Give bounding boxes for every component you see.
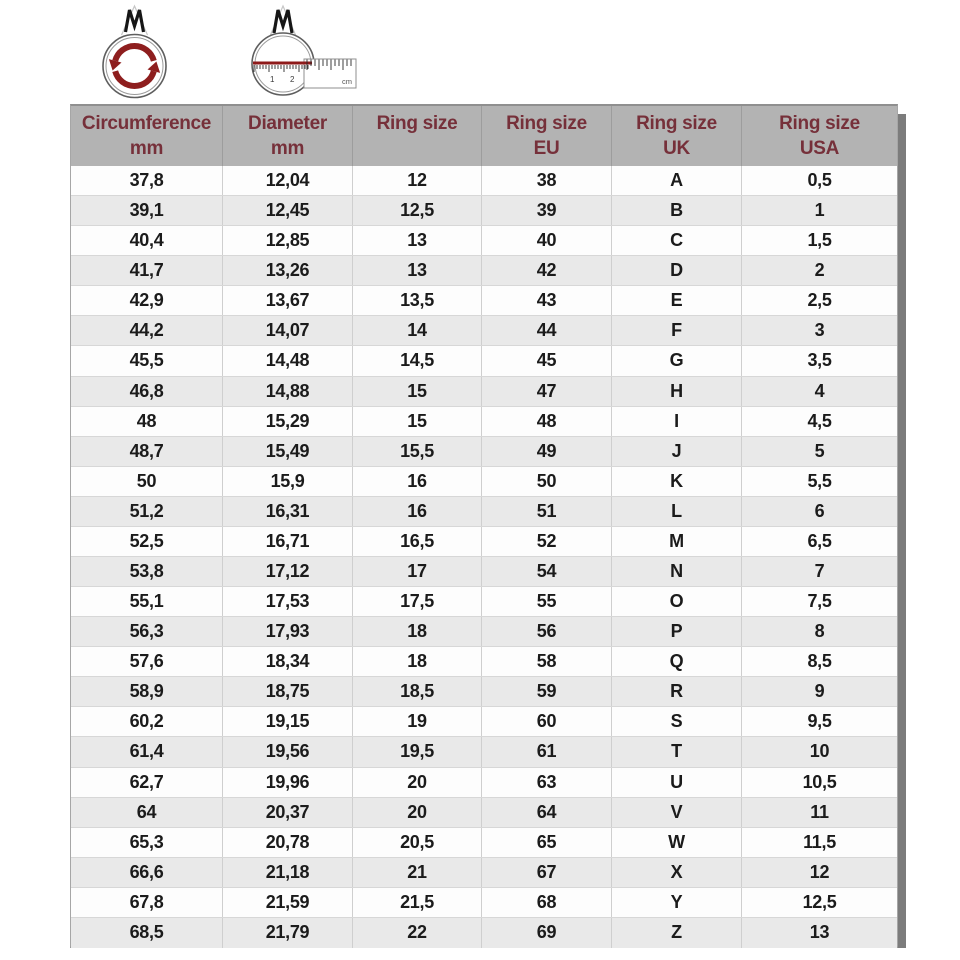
table-cell: 16,5 bbox=[353, 527, 482, 556]
table-cell: 67 bbox=[482, 858, 612, 887]
table-row bbox=[71, 256, 897, 286]
table-cell: 41,7 bbox=[71, 256, 223, 285]
table-cell: 21,59 bbox=[223, 888, 353, 917]
table-cell: 12,45 bbox=[223, 196, 353, 225]
table-cell: 20,37 bbox=[223, 798, 353, 827]
header-cell-4 bbox=[482, 106, 612, 166]
table-cell: D bbox=[612, 256, 742, 285]
table-cell: 19,56 bbox=[223, 737, 353, 766]
table-row bbox=[71, 707, 897, 737]
table-body bbox=[71, 166, 897, 948]
table-cell: 19,15 bbox=[223, 707, 353, 736]
table-right-shadow bbox=[898, 114, 906, 948]
table-cell: 51 bbox=[482, 497, 612, 526]
table-row bbox=[71, 166, 897, 196]
table-cell: 69 bbox=[482, 918, 612, 948]
table-cell: 52 bbox=[482, 527, 612, 556]
table-cell: 55 bbox=[482, 587, 612, 616]
table-cell: 4 bbox=[814, 380, 825, 401]
table-cell: 17,5 bbox=[353, 587, 482, 616]
table-cell: 2,5 bbox=[807, 290, 832, 311]
table-cell: 17,12 bbox=[223, 557, 353, 586]
table-cell: 12 bbox=[809, 861, 830, 882]
header-line2: USA bbox=[799, 138, 840, 159]
table-cell: 19 bbox=[353, 707, 482, 736]
table-cell: 14,48 bbox=[223, 346, 353, 375]
table-row bbox=[71, 346, 897, 376]
table-cell: 42,9 bbox=[71, 286, 223, 315]
ring-circumference-icon bbox=[93, 2, 181, 104]
table-cell: K bbox=[612, 467, 742, 496]
table-cell: 18,75 bbox=[223, 677, 353, 706]
table-cell: 17 bbox=[353, 557, 482, 586]
table-cell: I bbox=[612, 407, 742, 436]
table-cell: 12 bbox=[353, 166, 482, 195]
table-cell: 39,1 bbox=[71, 196, 223, 225]
table-row bbox=[71, 467, 897, 497]
table-row bbox=[71, 677, 897, 707]
table-cell: 37,8 bbox=[71, 166, 223, 195]
table-cell: 43 bbox=[482, 286, 612, 315]
table-cell: 44,2 bbox=[71, 316, 223, 345]
table-cell: 53,8 bbox=[71, 557, 223, 586]
table-cell: 22 bbox=[353, 918, 482, 948]
table-cell: 0,5 bbox=[807, 170, 832, 191]
table-cell: 65 bbox=[482, 828, 612, 857]
ruler-ticks-inside-ring bbox=[254, 65, 308, 72]
table-cell: 58 bbox=[482, 647, 612, 676]
table-cell: 7,5 bbox=[807, 591, 832, 612]
table-cell: F bbox=[612, 316, 742, 345]
table-cell: R bbox=[612, 677, 742, 706]
table-cell: 67,8 bbox=[71, 888, 223, 917]
table-cell: 7 bbox=[814, 561, 825, 582]
table-cell: 62,7 bbox=[71, 768, 223, 797]
table-row bbox=[71, 617, 897, 647]
table-cell: 8 bbox=[814, 621, 825, 642]
table-cell: 13,26 bbox=[223, 256, 353, 285]
table-cell: 48,7 bbox=[71, 437, 223, 466]
table-cell: 16,71 bbox=[223, 527, 353, 556]
table-cell: E bbox=[612, 286, 742, 315]
table-cell: 44 bbox=[482, 316, 612, 345]
table-cell: 15,29 bbox=[223, 407, 353, 436]
table-cell: 39 bbox=[482, 196, 612, 225]
table-cell: 6 bbox=[814, 500, 825, 521]
table-cell: 49 bbox=[482, 437, 612, 466]
table-cell: G bbox=[612, 346, 742, 375]
table-cell: 48 bbox=[482, 407, 612, 436]
table-cell: 3,5 bbox=[807, 350, 832, 371]
table-row bbox=[71, 798, 897, 828]
table-row bbox=[71, 527, 897, 557]
table-cell: 18 bbox=[353, 617, 482, 646]
table-cell: 14 bbox=[353, 316, 482, 345]
table-cell: 48 bbox=[71, 407, 223, 436]
table-row bbox=[71, 286, 897, 316]
table-cell: 58,9 bbox=[71, 677, 223, 706]
table-cell: 13,67 bbox=[223, 286, 353, 315]
table-cell: 16 bbox=[353, 467, 482, 496]
table-cell: Q bbox=[612, 647, 742, 676]
table-cell: 11 bbox=[810, 801, 829, 822]
table-cell: 61 bbox=[482, 737, 612, 766]
table-cell: 17,93 bbox=[223, 617, 353, 646]
table-cell: 16 bbox=[353, 497, 482, 526]
table-cell: 20,78 bbox=[223, 828, 353, 857]
table-cell: 13 bbox=[809, 922, 830, 943]
table-cell: 9 bbox=[814, 681, 825, 702]
table-cell: 10,5 bbox=[802, 771, 837, 792]
table-cell: 59 bbox=[482, 677, 612, 706]
ruler-unit-label: cm bbox=[342, 77, 352, 86]
table-cell: P bbox=[612, 617, 742, 646]
header-line1: Ring size bbox=[779, 113, 860, 134]
header-cell-1 bbox=[71, 106, 223, 166]
header-line1: Diameter bbox=[248, 113, 327, 134]
table-cell: 38 bbox=[482, 166, 612, 195]
header-line1: Circumference bbox=[81, 113, 212, 134]
table-cell: 51,2 bbox=[71, 497, 223, 526]
header-line2: mm bbox=[270, 138, 305, 159]
table-cell: 1 bbox=[814, 200, 825, 221]
table-cell: T bbox=[612, 737, 742, 766]
table-cell: 20 bbox=[353, 768, 482, 797]
table-cell: L bbox=[612, 497, 742, 526]
header-line1: Ring size bbox=[376, 113, 458, 134]
table-row bbox=[71, 888, 897, 918]
table-cell: 18,5 bbox=[353, 677, 482, 706]
table-cell: 18,34 bbox=[223, 647, 353, 676]
table-cell: 3 bbox=[814, 320, 825, 341]
header-cell-2 bbox=[223, 106, 353, 166]
table-cell: 12,85 bbox=[223, 226, 353, 255]
table-row bbox=[71, 557, 897, 587]
table-cell: 21,79 bbox=[223, 918, 353, 948]
table-row bbox=[71, 918, 897, 948]
table-cell: 56 bbox=[482, 617, 612, 646]
table-cell: 64 bbox=[482, 798, 612, 827]
table-cell: B bbox=[612, 196, 742, 225]
header-line1: Ring size bbox=[636, 113, 717, 134]
header-cell-3 bbox=[353, 106, 482, 166]
table-cell: 11,5 bbox=[803, 831, 836, 852]
table-cell: 14,5 bbox=[353, 346, 482, 375]
table-cell: 2 bbox=[814, 260, 825, 281]
table-row bbox=[71, 497, 897, 527]
table-cell: 40,4 bbox=[71, 226, 223, 255]
table-cell: Y bbox=[612, 888, 742, 917]
table-row bbox=[71, 377, 897, 407]
table-cell: 56,3 bbox=[71, 617, 223, 646]
table-cell: 52,5 bbox=[71, 527, 223, 556]
table-cell: 19,96 bbox=[223, 768, 353, 797]
table-cell: 47 bbox=[482, 377, 612, 406]
table-cell: A bbox=[612, 166, 742, 195]
table-cell: X bbox=[612, 858, 742, 887]
table-cell: 64 bbox=[71, 798, 223, 827]
header-line1: Ring size bbox=[506, 113, 587, 134]
table-cell: 20,5 bbox=[353, 828, 482, 857]
table-row bbox=[71, 828, 897, 858]
ring-size-table bbox=[70, 104, 898, 948]
table-cell: 55,1 bbox=[71, 587, 223, 616]
table-cell: 18 bbox=[353, 647, 482, 676]
table-cell: 14,07 bbox=[223, 316, 353, 345]
table-cell: 15,5 bbox=[353, 437, 482, 466]
table-cell: 4,5 bbox=[807, 410, 832, 431]
table-cell: 5,5 bbox=[807, 470, 832, 491]
table-cell: 12,5 bbox=[353, 196, 482, 225]
table-row bbox=[71, 647, 897, 677]
table-cell: 17,53 bbox=[223, 587, 353, 616]
table-cell: 16,31 bbox=[223, 497, 353, 526]
table-cell: 13 bbox=[353, 256, 482, 285]
table-cell: 9,5 bbox=[807, 711, 832, 732]
table-cell: 60,2 bbox=[71, 707, 223, 736]
table-cell: M bbox=[612, 527, 742, 556]
table-cell: C bbox=[612, 226, 742, 255]
table-cell: 65,3 bbox=[71, 828, 223, 857]
header-line2: EU bbox=[533, 138, 560, 159]
ring-diameter-ruler-icon bbox=[246, 0, 364, 104]
gem-prongs-icon bbox=[126, 10, 144, 32]
table-row bbox=[71, 737, 897, 767]
table-cell: 42 bbox=[482, 256, 612, 285]
table-row bbox=[71, 196, 897, 226]
gem-prongs-icon bbox=[274, 10, 292, 33]
table-cell: 46,8 bbox=[71, 377, 223, 406]
table-cell: H bbox=[612, 377, 742, 406]
table-cell: 13 bbox=[353, 226, 482, 255]
table-cell: 5 bbox=[814, 440, 825, 461]
header-cell-6 bbox=[742, 106, 897, 166]
table-cell: 60 bbox=[482, 707, 612, 736]
table-cell: U bbox=[612, 768, 742, 797]
table-row bbox=[71, 768, 897, 798]
table-cell: 54 bbox=[482, 557, 612, 586]
table-cell: Z bbox=[612, 918, 742, 948]
table-cell: 12,5 bbox=[802, 891, 837, 912]
table-cell: 15,49 bbox=[223, 437, 353, 466]
table-cell: 15 bbox=[353, 407, 482, 436]
table-cell: 66,6 bbox=[71, 858, 223, 887]
table-cell: 15,9 bbox=[223, 467, 353, 496]
table-cell: N bbox=[612, 557, 742, 586]
table-header-row bbox=[71, 106, 897, 166]
table-cell: 45 bbox=[482, 346, 612, 375]
table-cell: 40 bbox=[482, 226, 612, 255]
table-cell: 20 bbox=[353, 798, 482, 827]
table-cell: 14,88 bbox=[223, 377, 353, 406]
table-cell: 8,5 bbox=[807, 651, 832, 672]
table-cell: 15 bbox=[353, 377, 482, 406]
table-cell: 13,5 bbox=[353, 286, 482, 315]
table-cell: S bbox=[612, 707, 742, 736]
table-cell: 21,5 bbox=[353, 888, 482, 917]
table-row bbox=[71, 226, 897, 256]
table-cell: 45,5 bbox=[71, 346, 223, 375]
header-line2: UK bbox=[663, 138, 690, 159]
table-cell: 63 bbox=[482, 768, 612, 797]
table-cell: 10 bbox=[809, 741, 830, 762]
table-cell: 19,5 bbox=[353, 737, 482, 766]
table-cell: 57,6 bbox=[71, 647, 223, 676]
table-row bbox=[71, 587, 897, 617]
ruler-number: 1 bbox=[270, 75, 275, 84]
ruler-number: 2 bbox=[290, 75, 295, 84]
table-cell: 50 bbox=[71, 467, 223, 496]
table-cell: 61,4 bbox=[71, 737, 223, 766]
table-row bbox=[71, 316, 897, 346]
table-cell: 68,5 bbox=[71, 918, 223, 948]
table-row bbox=[71, 437, 897, 467]
rotation-arrows-icon bbox=[109, 46, 160, 86]
table-cell: J bbox=[612, 437, 742, 466]
table-cell: 21,18 bbox=[223, 858, 353, 887]
header-cell-5 bbox=[612, 106, 742, 166]
table-cell: O bbox=[612, 587, 742, 616]
table-cell: 50 bbox=[482, 467, 612, 496]
table-cell: 12,04 bbox=[223, 166, 353, 195]
table-cell: W bbox=[612, 828, 742, 857]
table-cell: 6,5 bbox=[807, 530, 832, 551]
table-cell: 68 bbox=[482, 888, 612, 917]
table-row bbox=[71, 858, 897, 888]
table-cell: 21 bbox=[353, 858, 482, 887]
header-line2: mm bbox=[129, 138, 164, 159]
table-row bbox=[71, 407, 897, 437]
table-cell: 1,5 bbox=[807, 230, 832, 251]
table-cell: V bbox=[612, 798, 742, 827]
